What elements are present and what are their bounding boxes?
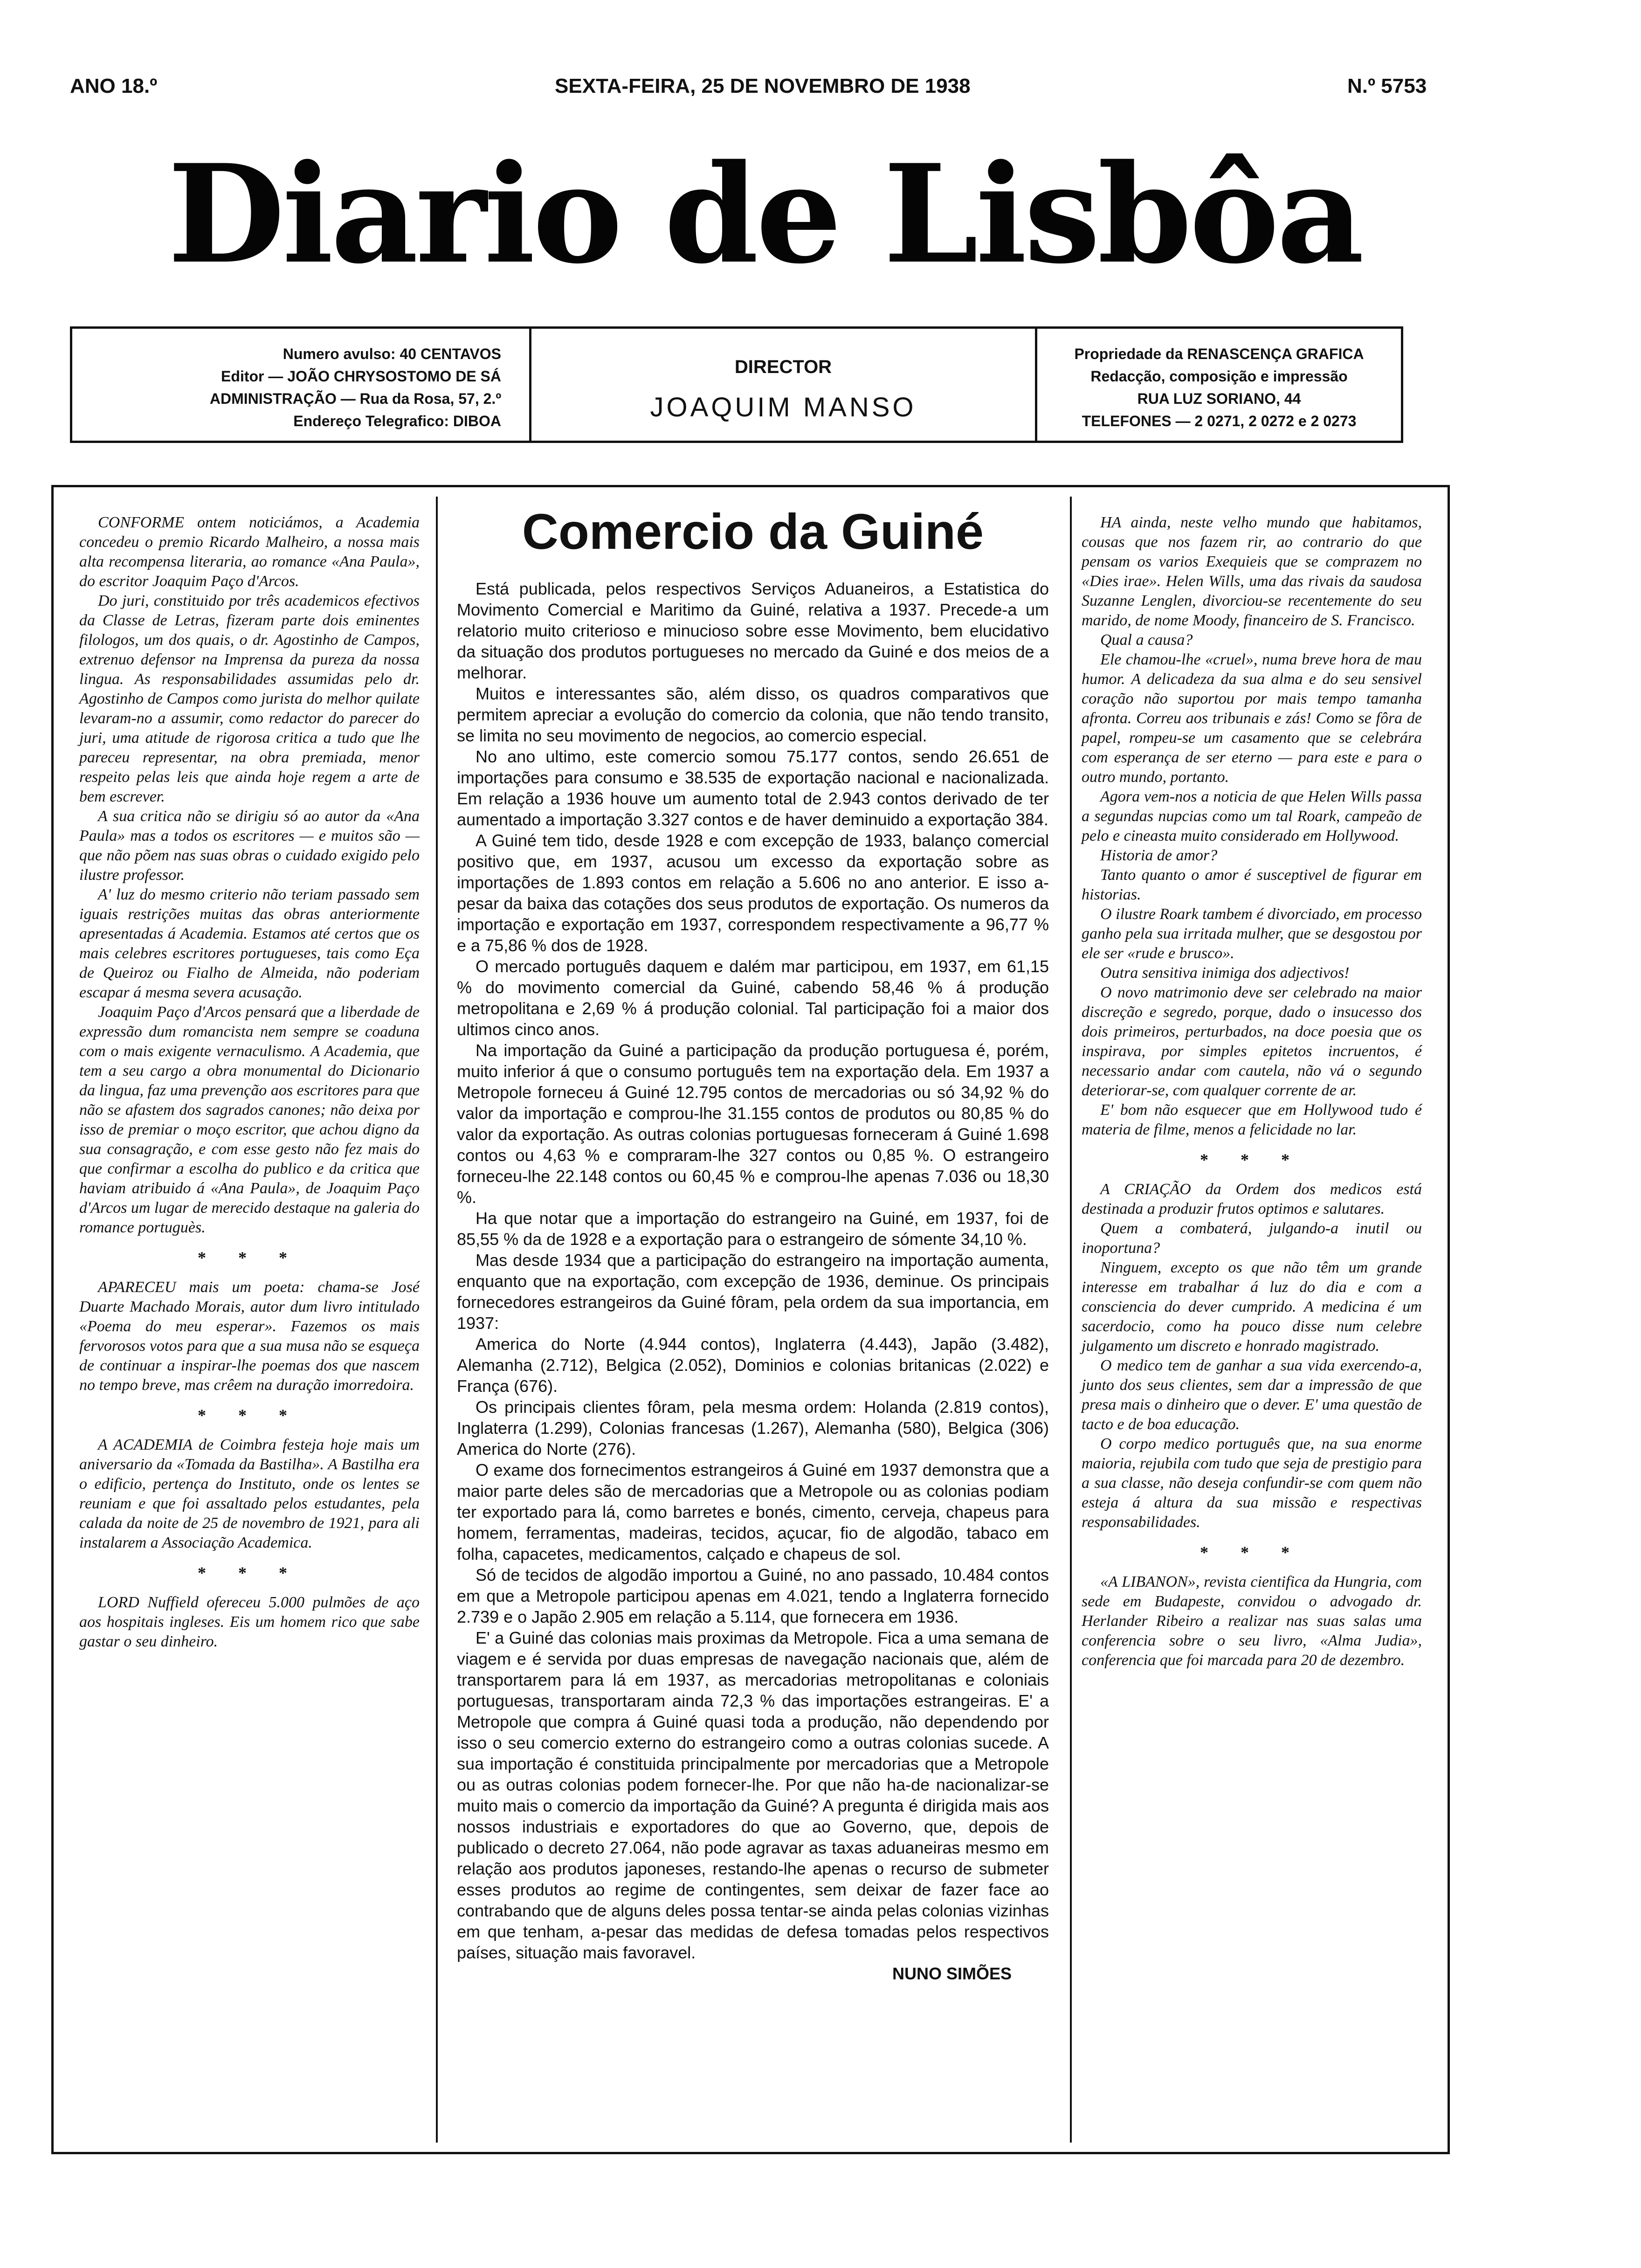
paragraph: No ano ultimo, este comercio somou 75.177 contos, sendo 26.651 de importações para consumo e 38.535 de exportação nacional e nacionalizada. Em relação a 1936 houve um aumento total de 2.943 contos derivado de ter aumentado a importação 3.327 contos e de haver deminuido a exportação 384. [457, 747, 1049, 829]
paragraph: O ilustre Roark tambem é divorciado, em processo ganho pela sua irritada mulher, que se desgostou por ele ser «rude e brusco». [1082, 906, 1422, 962]
info-line: ADMINISTRAÇÃO — Rua da Rosa, 57, 2.º [209, 390, 501, 407]
paragraph: Está publicada, pelos respectivos Serviços Aduaneiros, a Estatistica do Movimento Comercial e Maritimo da Guiné, relativa a 1937. Precede-a um relatorio muito criterioso e minucioso sobre esse Movimento, bem elucidativo da situação dos produtos portugueses no mercado da Guiné e dos meios de a melhorar. [457, 579, 1049, 682]
paragraph: A ACADEMIA de Coimbra festeja hoje mais um aniversario da «Tomada da Bastilha». A Bastilha era o edificio, pertença do Instituto, onde os lentes se reuniam e que foi assaltado pelos estudantes, pela calada da noite de 25 de novembro de 1921, para ali instalarem a Associação Academica. [79, 1436, 420, 1551]
paragraph: Do juri, constituido por três academicos efectivos da Classe de Letras, fizeram parte dois eminentes filologos, um dos quais, o dr. Agostinho de Campos, extrenuo defensor na Imprensa da pureza da nossa lingua. As responsabilidades assumidas pelo dr. Agostinho de Campos como jurista do melhor quilate levaram-no a assumir, como redactor do parecer do juri, uma atitude de rigorosa critica a tudo que lhe pareceu representar, na obra premiada, menor respeito pelas leis que ainda hoje regem a arte de bem escrever. [79, 592, 420, 805]
paragraph: O novo matrimonio deve ser celebrado na maior discreção e segredo, porque, dado o insucesso dos dois primeiros, perturbados, na doce poesia que os inspirava, por simples epitetos incruentos, é necessario andar com cautela, não vá o segundo deteriorar-se, com qualquer corrente de ar. [1082, 984, 1422, 1099]
paragraph: O corpo medico português que, na sua enorme maioria, rejubila com tudo que seja de prestigio para a sua classe, não deseja confundir-se com quem não esteja á altura da sua missão e respectivas responsabilidades. [1082, 1435, 1422, 1531]
paragraph: Quem a combaterá, julgando-a inutil ou inoportuna? [1082, 1220, 1422, 1257]
paragraph: Joaquim Paço d'Arcos pensará que a liberdade de expressão dum romancista nem sempre se coaduna com o mais exigente vernaculismo. A Academia, que tem a seu cargo a obra monumental do Dicionario da lingua, faz uma prevenção aos escritores para que não se afastem dos sagrados canones; não deixa por isso de premiar o moço escritor, que achou digno da sua consagração, e com esse gesto não fez mais do que confirmar a escolha do publico e da critica que haviam atribuido á «Ana Paula», de Joaquim Paço d'Arcos um lugar de merecido destaque na galeria do romance portuguès. [79, 1003, 420, 1236]
info-box [70, 326, 1403, 443]
director-name: JOAQUIM MANSO [650, 392, 917, 422]
paragraph: Ha que notar que a importação do estrangeiro na Guiné, em 1937, foi de 85,55 % da de 1928 e a exportação para o estrangeiro de sómente 34,10 %. [457, 1209, 1049, 1249]
info-line: Endereço Telegrafico: DIBOA [293, 413, 501, 429]
paragraph: Historia de amor? [1100, 847, 1218, 864]
paragraph: CONFORME ontem noticiámos, a Academia concedeu o premio Ricardo Malheiro, a nossa mais alta recompensa literaria, ao romance «Ana Paula», do escritor Joaquim Paço d'Arcos. [79, 514, 420, 590]
paragraph: Outra sensitiva inimiga dos adjectivos! [1100, 964, 1350, 982]
info-line: Numero avulso: 40 CENTAVOS [283, 346, 501, 362]
column-divider [436, 497, 438, 2143]
paragraph: A CRIAÇÃO da Ordem dos medicos está destinada a produzir frutos optimos e salutares. [1082, 1181, 1422, 1217]
paragraph: Ninguem, excepto os que não têm um grande interesse em trabalhar á luz do dia e com a consciencia do dever cumprido. A medicina é um sacerdocio, como ha pouco disse num celebre julgamento um discreto e honrado magistrado. [1082, 1259, 1422, 1355]
paragraph: Só de tecidos de algodão importou a Guiné, no ano passado, 10.484 contos em que a Metropole participou apenas em 4.021, tendo a Inglaterra fornecido 2.739 e o Japão 2.905 em relação a 5.114, que fornecera em 1936. [457, 1565, 1049, 1626]
right-column [1082, 513, 1422, 1670]
paragraph: Muitos e interessantes são, além disso, os quadros comparativos que permitem apreciar a evolução do comercio da colonia, que não tendo transito, se limita no seu movimento de negocios, ao comercio especial. [457, 684, 1049, 745]
masthead-title: Diario de Lisbôa [167, 135, 1362, 294]
paragraph: E' bom não esquecer que em Hollywood tudo é materia de filme, menos a felicidade no lar. [1082, 1101, 1422, 1138]
paragraph: O mercado português daquem e dalém mar participou, em 1937, em 61,15 % do movimento comercial da Guiné, cabendo 58,46 % á produção metropolitana e 2,69 % á produção colonial. Tal participação foi a maior dos ultimos cinco anos. [457, 957, 1049, 1039]
paragraph: Mas desde 1934 que a participação do estrangeiro na importação aumenta, enquanto que na exportação, com excepção de 1936, deminue. Os principais fornecedores estrangeiros da Guiné fôram, pela ordem da sua importancia, em 1937: [457, 1251, 1049, 1333]
info-line: RUA LUZ SORIANO, 44 [1137, 390, 1301, 407]
date-label: SEXTA-FEIRA, 25 DE NOVEMBRO DE 1938 [555, 75, 971, 97]
issue-number: N.º 5753 [1347, 75, 1427, 97]
paragraph: Na importação da Guiné a participação da produção portuguesa é, porém, muito inferior á que o consumo português tem na exportação dela. Em 1937 a Metropole forneceu á Guiné 12.795 contos de mercadorias ou só 34,92 % do valor da importação e comprou-lhe 31.155 contos de produtos ou 80,85 % do valor da exportação. As outras colonias portuguesas forneceram á Guiné 1.698 contos ou 4,63 % e compraram-lhe 327 contos ou 0,85 %. O estrangeiro forneceu-lhe 22.148 contos ou 60,45 % e comprou-lhe apenas 7.036 ou 18,30 %. [457, 1041, 1049, 1207]
paragraph: O medico tem de ganhar a sua vida exercendo-a, junto dos seus clientes, sem dar a impressão de que presa mais o dinheiro que o dever. E' uma questão de tacto e de boa educação. [1082, 1357, 1422, 1433]
paragraph: E' a Guiné das colonias mais proximas da Metropole. Fica a uma semana de viagem e é servida por duas empresas de navegação nacionais que, além de transportarem para lá em 1937, as mercadorias metropolitanas e coloniais portuguesas, transportaram ainda 72,3 % das importações estrangeiras. E' a Metropole que compra á Guiné quasi toda a produção, não dependendo por isso o seu comercio externo do estrangeiro como a outras colonias sucede. A sua importação é constituida principalmente por mercadorias que a Metropole ou as outras colonias podem fornecer-lhe. Por que não ha-de nacionalizar-se muito mais o comercio da importação da Guiné? A pregunta é dirigida mais aos nossos industriais e exportadores do que ao Governo, que, depois de publicado o decreto 27.064, não pode agravar as taxas aduaneiras mesmo em relação aos produtos japoneses, restando-lhe apenas o recurso de submeter esses produtos ao regime de contingentes, sem deixar de fazer face ao contrabando que de alguns deles possa tentar-se ainda pelas colonias vizinhas em que tenham, a-pesar das medidas de defesa tomadas pelos respectivos países, situação mais favoravel. [457, 1628, 1049, 1962]
paragraph: A Guiné tem tido, desde 1928 e com excepção de 1933, balanço comercial positivo que, em 1937, acusou um excesso da exportação sobre as importações de 1.893 contos em relação a 5.606 no ano anterior. E isso a-pesar da baixa das cotações dos seus produtos de exportação. Os numeros da importação e exportação em 1937, correspondem respectivamente a 96,77 % e a 75,86 % dos de 1928. [457, 831, 1049, 955]
paragraph: Ele chamou-lhe «cruel», numa breve hora de mau humor. A delicadeza da sua alma e do seu sensivel coração não suportou por mais tempo tamanha afronta. Correu aos tribunais e zás! Como se fôra de papel, rompeu-se um casamento que se celebrára com esperança de ser eterno — para este e para o outro mundo, portanto. [1082, 651, 1422, 786]
paragraph: Os principais clientes fôram, pela mesma ordem: Holanda (2.819 contos), Inglaterra (1.299), Colonias francesas (1.267), Alemanha (580), Belgica (306) America do Norte (276). [457, 1397, 1049, 1459]
info-right [1037, 329, 1401, 441]
column-divider [1070, 497, 1072, 2143]
paragraph: APARECEU mais um poeta: chama-se José Duarte Machado Morais, autor dum livro intitulado «Poema do meu esperar». Fazemos os mais fervorosos votos para que a sua musa não se esqueça de continuar a inspirar-lhe poemas dos que nascem no tempo breve, mas crêem na duração imorredoira. [79, 1279, 420, 1394]
paragraph: America do Norte (4.944 contos), Inglaterra (4.443), Japão (3.482), Alemanha (2.712), Belgica (2.052), Dominios e colonias britanicas (2.022) e França (676). [457, 1335, 1049, 1396]
section-separator: * * * [1200, 1150, 1303, 1169]
info-line: Editor — JOÃO CHRYSOSTOMO DE SÁ [221, 368, 501, 385]
article-signature: NUNO SIMÕES [892, 1964, 1012, 1983]
paragraph: «A LIBANON», revista cientifica da Hungria, com sede em Budapeste, convidou o advogado dr. Herlander Ribeiro a realizar nas suas salas uma conferencia sobre o seu livro, «Alma Judia», conferencia que foi marcada para 20 de dezembro. [1082, 1573, 1422, 1669]
section-separator: * * * [1200, 1543, 1303, 1562]
main-article [457, 504, 1049, 1984]
header-line [70, 75, 1455, 107]
paragraph: O exame dos fornecimentos estrangeiros á Guiné em 1937 demonstra que a maior parte deles são de mercadorias que a Metropole ou as colonias podiam ter exportado para lá, como barretes e bonés, cimento, cerveja, chapeus para homem, ferramentas, madeiras, tecidos, açucar, fio de algodão, tabaco em folha, capacetes, medicamentos, calçado e chapeus de sol. [457, 1460, 1049, 1563]
left-column [79, 513, 420, 1652]
section-separator: * * * [198, 1248, 301, 1267]
paragraph: Qual a causa? [1100, 631, 1193, 649]
director-label: DIRECTOR [734, 357, 832, 377]
article-headline: Comercio da Guiné [522, 503, 984, 560]
paragraph: Agora vem-nos a noticia de que Helen Wills passa a segundas nupcias como um tal Roark, campeão de pelo e cineasta muito considerado em Hollywood. [1082, 788, 1422, 844]
info-left [72, 329, 529, 441]
paragraph: Tanto quanto o amor é susceptivel de figurar em historias. [1082, 866, 1422, 903]
year-label: ANO 18.º [70, 75, 158, 97]
paragraph: A' luz do mesmo criterio não teriam passado sem iguais restrições muitas das obras anteriormente apresentadas á Academia. Estamos até certos que os mais celebres escritores portugueses, tais como Eça de Queiroz ou Fialho de Almeida, não poderiam escapar á mesma severa acusação. [79, 886, 420, 1001]
paragraph: HA ainda, neste velho mundo que habitamos, cousas que nos fazem rir, ao contrario do que pensam os varios Exequieis que se comprazem no «Dies irae». Helen Wills, uma das rivais da saudosa Suzanne Lenglen, divorciou-se recentemente do seu marido, de nome Moody, financeiro de S. Francisco. [1082, 514, 1422, 629]
paragraph: LORD Nuffield ofereceu 5.000 pulmões de aço aos hospitais ingleses. Eis um homem rico que sabe gastar o seu dinheiro. [79, 1594, 420, 1650]
info-line: Propriedade da RENASCENÇA GRAFICA [1074, 346, 1364, 362]
paragraph: A sua critica não se dirigiu só ao autor da «Ana Paula» mas a todos os escritores — e muitos são — que não põem nas suas obras o cuidado exigido pelo ilustre professor. [79, 808, 420, 884]
info-line: TELEFONES — 2 0271, 2 0272 e 2 0273 [1082, 413, 1357, 429]
info-line: Redacção, composição e impressão [1090, 368, 1348, 385]
info-director [529, 329, 1037, 441]
section-separator: * * * [198, 1563, 301, 1582]
section-separator: * * * [198, 1406, 301, 1424]
